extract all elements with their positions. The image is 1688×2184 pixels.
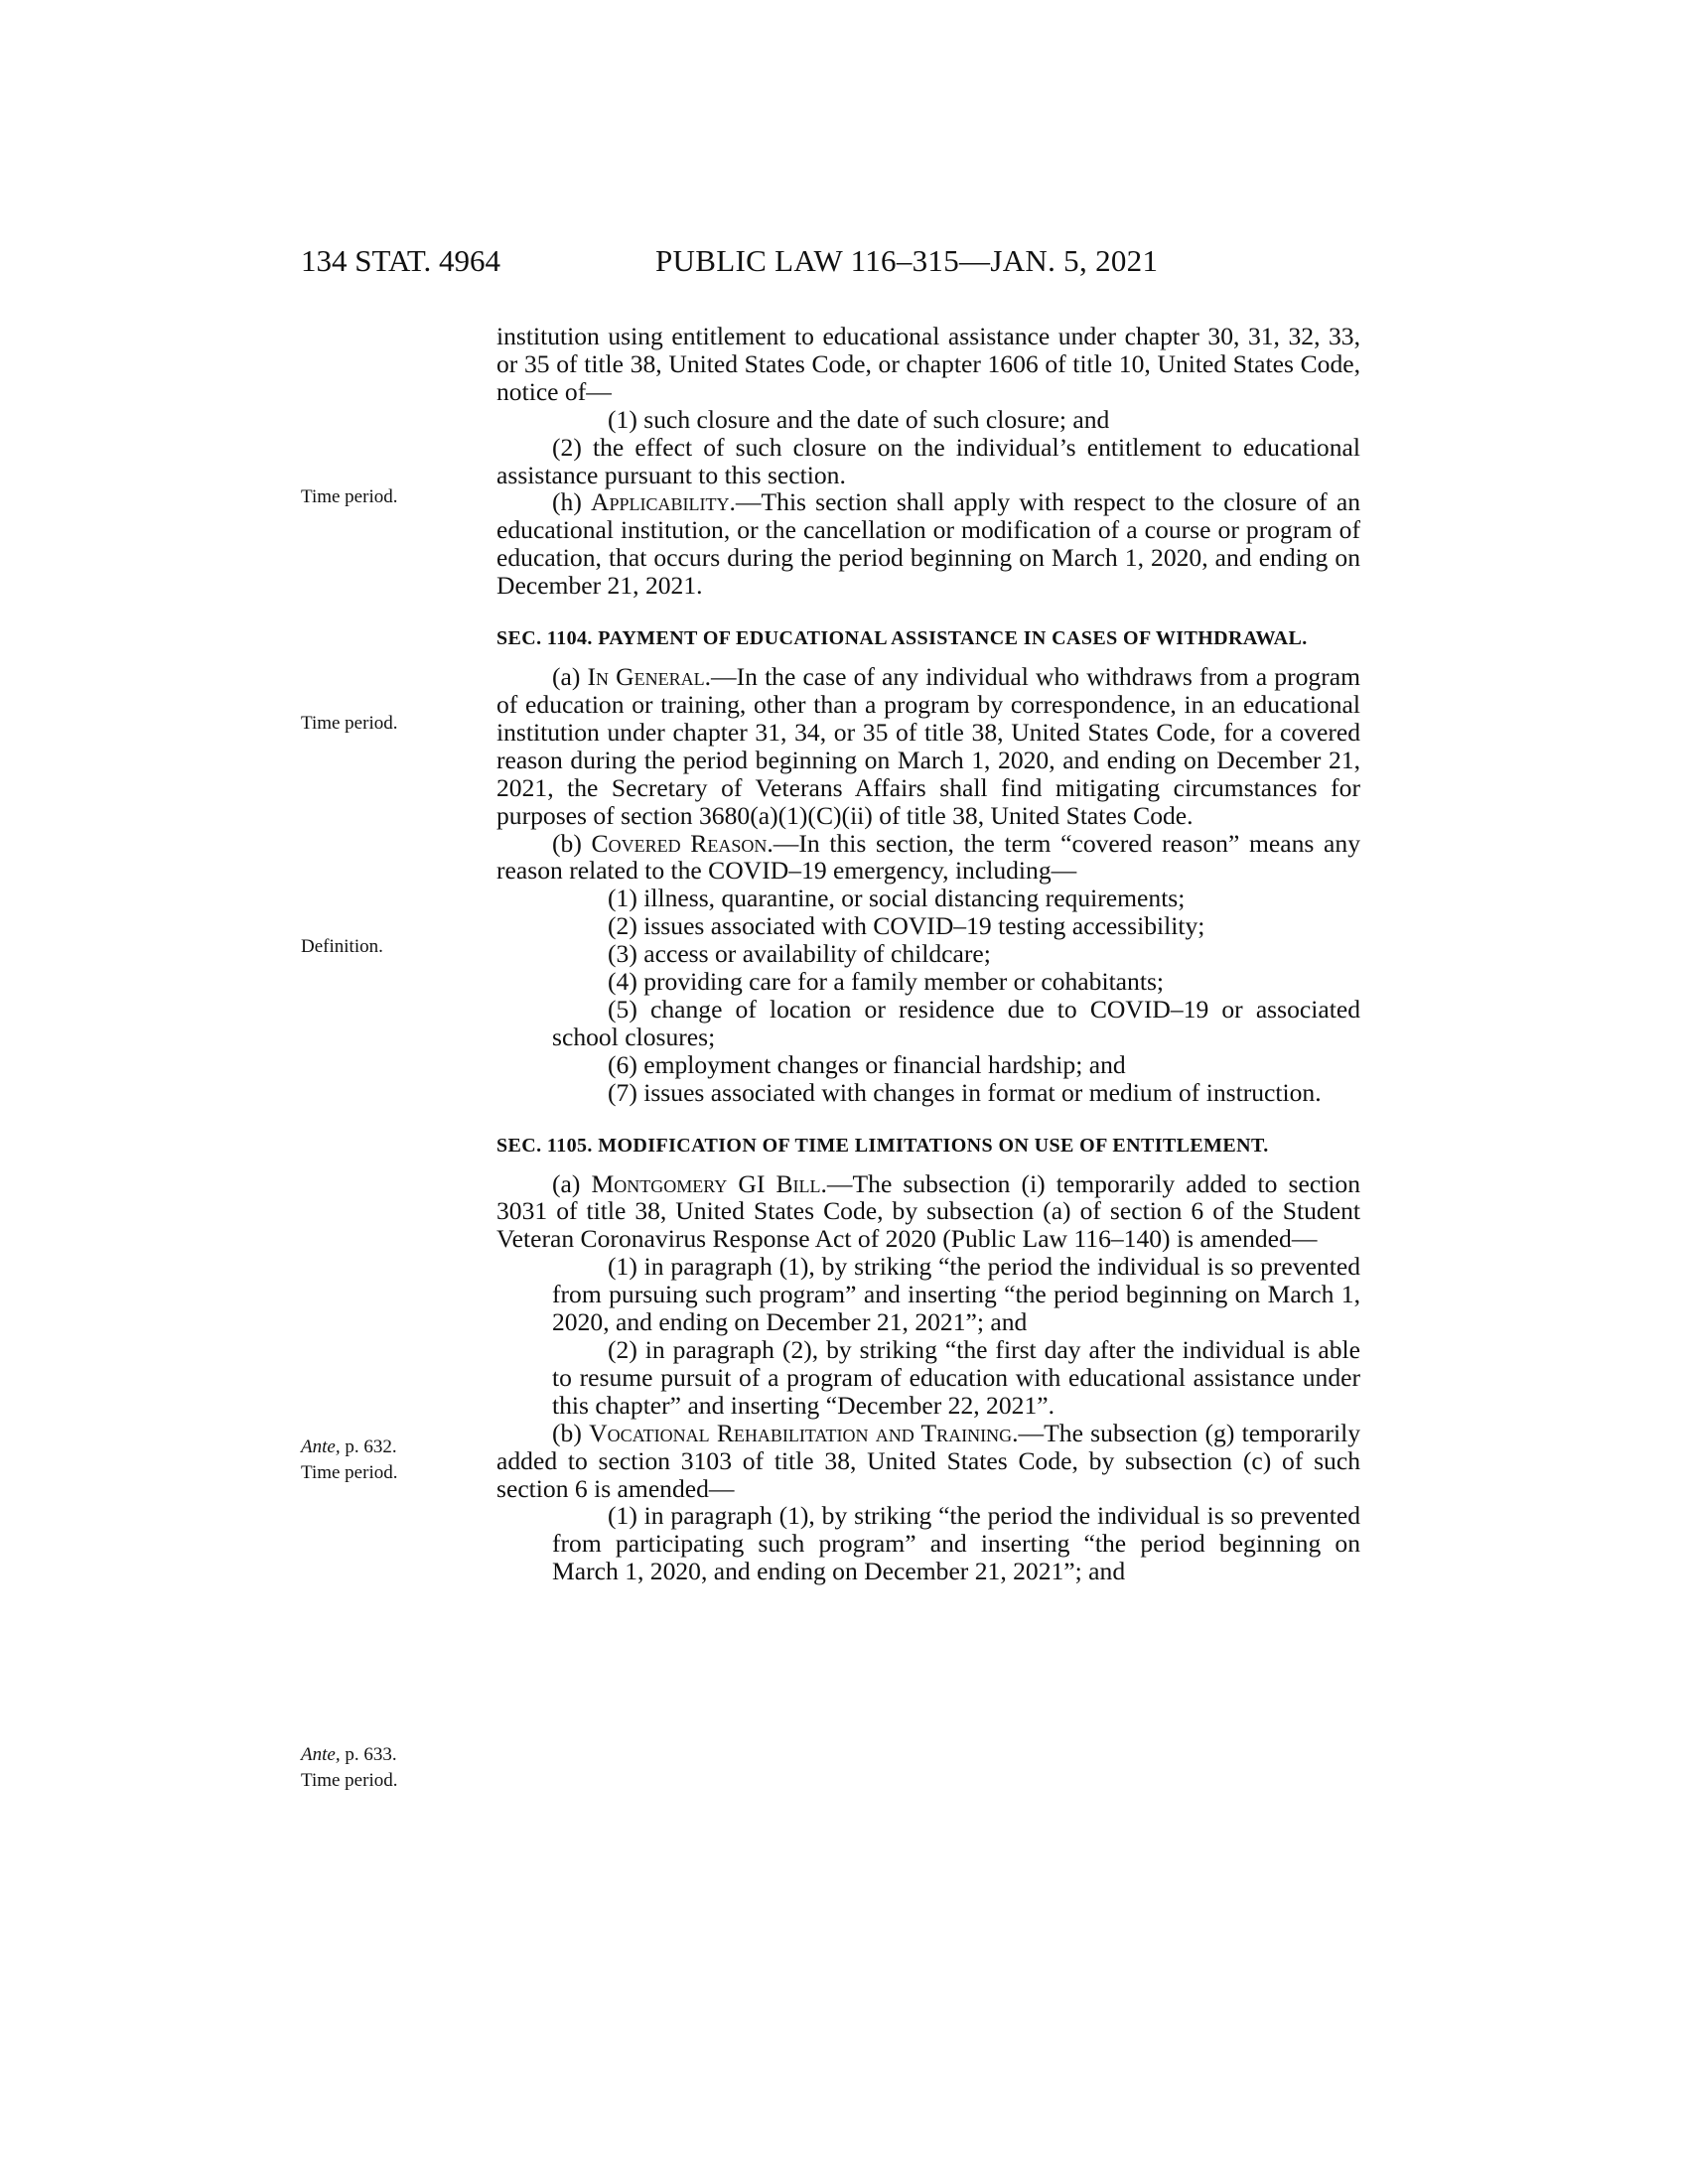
list-item: (1) such closure and the date of such closure; and <box>608 404 1110 434</box>
subsection-heading: In General <box>587 662 705 692</box>
list-item: (5) change of location or residence due to COVID–19 or associated school closures; <box>552 994 1360 1051</box>
subsection-b <box>496 830 1360 886</box>
list-item: (6) employment changes or financial hardship; and <box>608 1049 1126 1079</box>
subsection-text: .—The subsection (i) temporarily added to section 3031 of title 38, United States Code, by subsection (a) of section 6 of the Student Veteran Coronavirus Response Act of 2020 (Public Law 116–140) is amended— <box>496 1168 1360 1254</box>
subsection-a <box>496 663 1360 829</box>
subsection-heading: Applicability <box>591 487 730 517</box>
list-item: (2) the effect of such closure on the individual’s entitlement to educational assistance pursuant to this section. <box>496 432 1360 489</box>
margin-note-ante-633 <box>301 1743 470 1767</box>
section-1104-heading: SEC. 1104. PAYMENT OF EDUCATIONAL ASSISTANCE IN CASES OF WITHDRAWAL. <box>496 627 1308 650</box>
margin-note-time-period: Time period. <box>301 713 398 734</box>
margin-note-time-period: Time period. <box>301 486 398 507</box>
margin-note-ante-632 <box>301 1435 470 1459</box>
margin-note-time-period: Time period. <box>301 1462 398 1483</box>
law-title: PUBLIC LAW 116–315—JAN. 5, 2021 <box>655 243 1159 278</box>
margin-note-definition: Definition. <box>301 936 383 957</box>
stat-page-number: 134 STAT. 4964 <box>301 243 501 278</box>
list-item: (2) issues associated with COVID–19 testing accessibility; <box>608 911 1205 941</box>
subsection-h <box>496 488 1360 600</box>
margin-note-ante-label: Ante, <box>301 1744 341 1765</box>
subsection-a <box>496 1170 1360 1254</box>
list-item: (4) providing care for a family member or cohabitants; <box>608 967 1165 997</box>
subsection-b <box>496 1420 1360 1503</box>
section-1105-heading: SEC. 1105. MODIFICATION OF TIME LIMITATIONS ON USE OF ENTITLEMENT. <box>496 1134 1269 1157</box>
margin-note-ante-page: p. 633. <box>340 1744 397 1765</box>
subsection-label-prefix: (a) <box>552 662 588 692</box>
subsection-text: .—In this section, the term “covered reason” means any reason related to the COVID–19 emergency, including— <box>496 828 1360 886</box>
margin-note-time-period: Time period. <box>301 1770 398 1791</box>
subsection-text: .—The subsection (g) temporarily added to section 3103 of title 38, United States Code, by subsection (c) of such section 6 is amended— <box>496 1418 1360 1503</box>
subsection-label-prefix: (h) <box>552 487 592 517</box>
subsection-label-prefix: (b) <box>552 1418 590 1447</box>
subsection-heading: Vocational Rehabilitation and Training <box>589 1418 1013 1447</box>
subsection-label-prefix: (b) <box>552 828 592 858</box>
list-item: (1) in paragraph (1), by striking “the period the individual is so prevented from pursuing such program” and inserting “the period beginning on March 1, 2020, and ending on December 21, 2021”; and <box>552 1252 1360 1337</box>
subsection-text: .—This section shall apply with respect to the closure of an educational institution, or the cancellation or modification of a course or program of education, that occurs during the period beginning on March 1, 2020, and ending on December 21, 2021. <box>496 487 1361 601</box>
list-item: (2) in paragraph (2), by striking “the first day after the individual is able to resume pursuit of a program of education with educational assistance under this chapter” and inserting “December 22, 2021”. <box>552 1335 1360 1420</box>
law-text-body <box>496 323 1360 1585</box>
margin-note-ante-label: Ante, <box>301 1436 341 1457</box>
list-item: (7) issues associated with changes in format or medium of instruction. <box>608 1077 1322 1107</box>
list-item: (3) access or availability of childcare; <box>608 939 991 969</box>
margin-note-ante-page: p. 632. <box>340 1436 397 1457</box>
paragraph-continuation: institution using entitlement to educational assistance under chapter 30, 31, 32, 33, or 35 of title 38, United States Code, or chapter 1606 of title 10, United States Code, notice of— <box>496 322 1360 406</box>
subsection-text: .—In the case of any individual who withdraws from a program of education or training, other than a program by correspondence, in an educational institution under chapter 31, 34, or 35 of title 38, United States Code, for a covered reason during the period beginning on March 1, 2020, and ending on December 21, 2021, the Secretary of Veterans Affairs shall find mitigating circumstances for purposes of section 3680(a)(1)(C)(ii) of title 38, United States Code. <box>496 662 1360 830</box>
subsection-heading: Montgomery GI Bill <box>591 1168 821 1198</box>
list-item: (1) in paragraph (1), by striking “the period the individual is so prevented from participating such program” and inserting “the period beginning on March 1, 2020, and ending on December 21, 2021”; and <box>552 1501 1360 1586</box>
subsection-label-prefix: (a) <box>552 1168 592 1198</box>
subsection-heading: Covered Reason <box>591 828 768 858</box>
list-item: (1) illness, quarantine, or social distancing requirements; <box>608 884 1186 913</box>
